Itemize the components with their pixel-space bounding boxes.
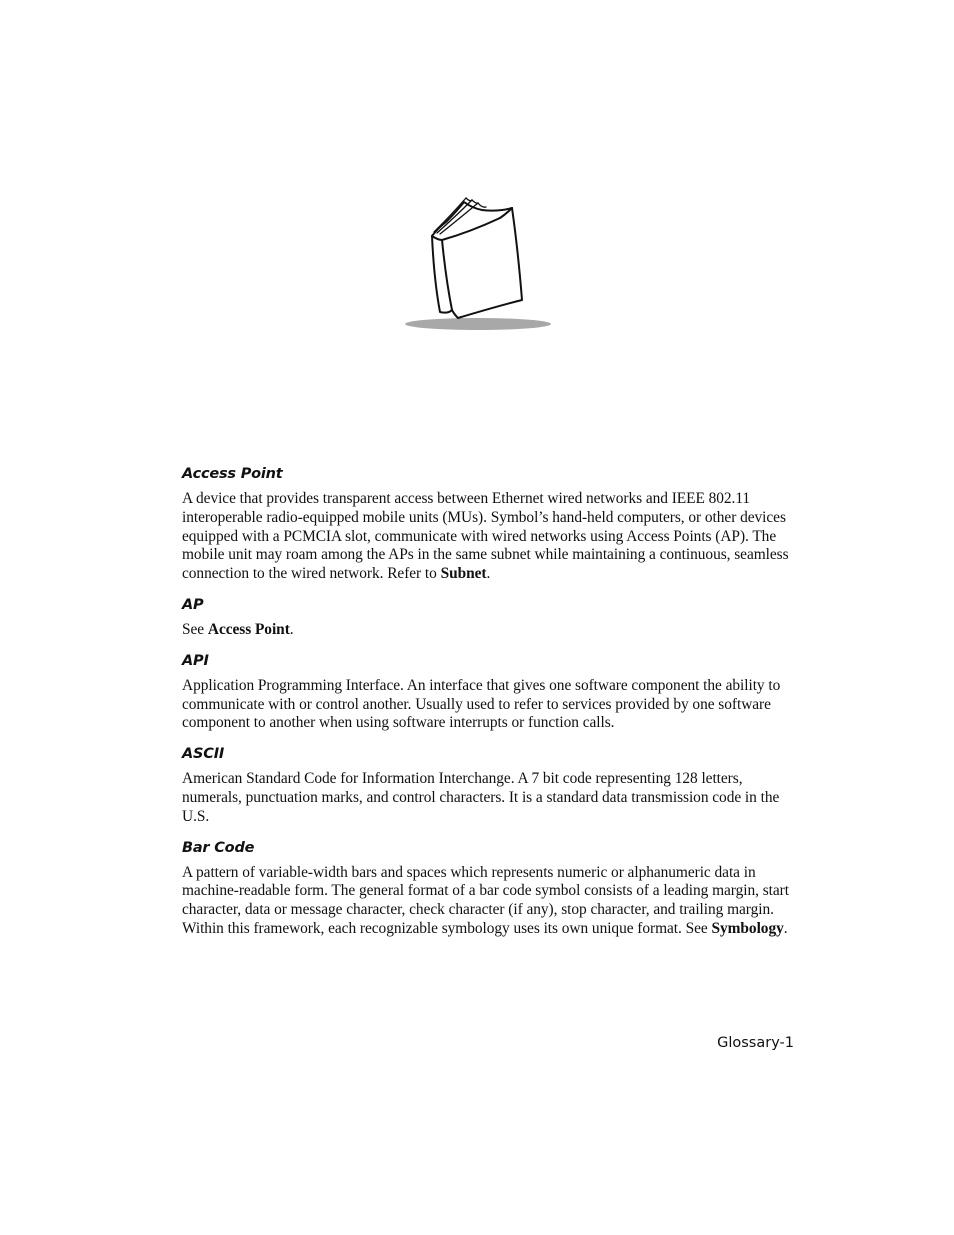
definition-text: A device that provides transparent access between Ethernet wired networks and IEEE 802.11 interoperable radio-equipped mobile units (MUs). Symbol’s hand-held computers, or other devices equipped with a PCMCIA slot, communicate with wired networks using Access Points (AP). The mobile unit may roam among the APs in the same subnet while maintaining a continuous, seamless connection to the wired network. Refer to [182,490,789,583]
glossary-entry-ap [182,595,802,640]
open-book-icon [400,190,556,336]
glossary-definition [182,621,802,640]
glossary-definition [182,490,802,584]
glossary-entry-access-point [182,464,802,584]
glossary-term: Bar Code [182,839,255,856]
definition-tail: . [289,620,294,638]
glossary-definition [182,864,802,939]
glossary-term: Access Point [182,466,283,482]
page-number: Glossary-1 [717,1035,794,1051]
definition-tail: . [783,919,788,937]
glossary-definition: American Standard Code for Information Interchange. A 7 bit code representing 128 letters, numerals, punctuation marks, and control characters. It is a standard data transmission code in the U.S. [182,770,780,825]
cross-reference-link[interactable]: Access Point [207,620,290,638]
definition-text: See [182,620,208,638]
glossary-term: AP [182,596,204,613]
definition-tail: . [486,565,491,583]
glossary-definition: Application Programming Interface. An interface that gives one software component the ability to communicate with or control another. Usually used to refer to services provided by one software component to another when using software interrupts or function calls. [182,676,781,732]
glossary-entry-bar-code [182,838,802,939]
definition-text: A pattern of variable-width bars and spaces which represents numeric or alphanumeric data in machine-readable form. The general format of a bar code symbol consists of a leading margin, start character, data or message character, check character (if any), stop character, and trailing margin. Within this framework, each recognizable symbology uses its own unique format. See [182,863,789,937]
glossary-term: API [182,652,209,669]
glossary-entry-ascii [182,744,802,826]
cross-reference-link[interactable]: Subnet [440,565,487,583]
glossary-term: ASCII [182,746,225,763]
glossary-content [182,464,802,950]
glossary-entry-api [182,651,802,733]
cross-reference-link[interactable]: Symbology [711,919,784,937]
